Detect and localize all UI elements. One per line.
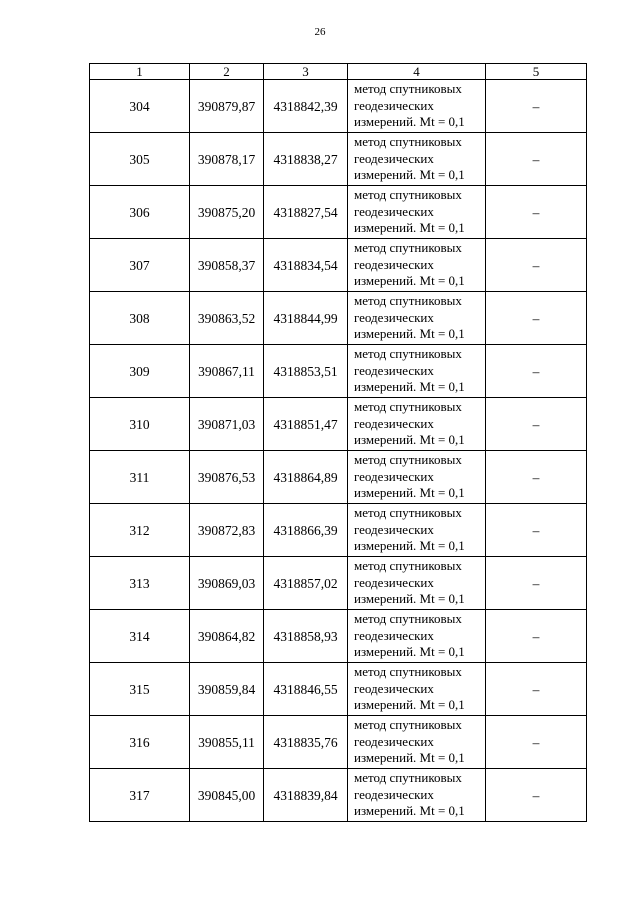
table-row xyxy=(90,769,587,822)
table-row xyxy=(90,133,587,186)
table-row xyxy=(90,557,587,610)
method-line: метод спутниковых xyxy=(354,505,462,521)
method-cell xyxy=(348,504,486,557)
method-line: измерений. Mt = 0,1 xyxy=(354,750,465,766)
y-coordinate-cell: 4318866,39 xyxy=(264,504,348,557)
y-coordinate-cell: 4318839,84 xyxy=(264,769,348,822)
method-cell xyxy=(348,716,486,769)
point-number-cell: 310 xyxy=(90,398,190,451)
method-line: геодезических xyxy=(354,203,434,219)
point-number-cell: 308 xyxy=(90,292,190,345)
y-coordinate-cell: 4318827,54 xyxy=(264,186,348,239)
header-cell-2: 2 xyxy=(190,64,264,80)
table-row xyxy=(90,451,587,504)
note-cell: – xyxy=(486,610,587,663)
table-row xyxy=(90,239,587,292)
point-number-cell: 315 xyxy=(90,663,190,716)
table-row xyxy=(90,663,587,716)
method-line: измерений. Mt = 0,1 xyxy=(354,167,465,183)
y-coordinate-cell: 4318835,76 xyxy=(264,716,348,769)
header-row xyxy=(90,64,587,80)
note-cell: – xyxy=(486,80,587,133)
point-number-cell: 306 xyxy=(90,186,190,239)
method-line: измерений. Mt = 0,1 xyxy=(354,803,465,819)
note-cell: – xyxy=(486,663,587,716)
method-line: метод спутниковых xyxy=(354,134,462,150)
point-number-cell: 305 xyxy=(90,133,190,186)
method-line: метод спутниковых xyxy=(354,558,462,574)
x-coordinate-cell: 390878,17 xyxy=(190,133,264,186)
note-cell: – xyxy=(486,398,587,451)
x-coordinate-cell: 390858,37 xyxy=(190,239,264,292)
y-coordinate-cell: 4318842,39 xyxy=(264,80,348,133)
method-line: метод спутниковых xyxy=(354,346,462,362)
method-cell xyxy=(348,239,486,292)
method-line: геодезических xyxy=(354,309,434,325)
point-number-cell: 316 xyxy=(90,716,190,769)
table-row xyxy=(90,398,587,451)
point-number-cell: 317 xyxy=(90,769,190,822)
x-coordinate-cell: 390875,20 xyxy=(190,186,264,239)
method-line: геодезических xyxy=(354,627,434,643)
x-coordinate-cell: 390859,84 xyxy=(190,663,264,716)
method-cell xyxy=(348,398,486,451)
y-coordinate-cell: 4318853,51 xyxy=(264,345,348,398)
header-cell-1: 1 xyxy=(90,64,190,80)
x-coordinate-cell: 390879,87 xyxy=(190,80,264,133)
table-row xyxy=(90,504,587,557)
method-line: геодезических xyxy=(354,574,434,590)
x-coordinate-cell: 390845,00 xyxy=(190,769,264,822)
x-coordinate-cell: 390869,03 xyxy=(190,557,264,610)
method-line: метод спутниковых xyxy=(354,81,462,97)
note-cell: – xyxy=(486,557,587,610)
y-coordinate-cell: 4318838,27 xyxy=(264,133,348,186)
method-line: измерений. Mt = 0,1 xyxy=(354,538,465,554)
point-number-cell: 312 xyxy=(90,504,190,557)
method-cell xyxy=(348,451,486,504)
x-coordinate-cell: 390876,53 xyxy=(190,451,264,504)
x-coordinate-cell: 390855,11 xyxy=(190,716,264,769)
method-line: измерений. Mt = 0,1 xyxy=(354,432,465,448)
y-coordinate-cell: 4318851,47 xyxy=(264,398,348,451)
note-cell: – xyxy=(486,239,587,292)
y-coordinate-cell: 4318864,89 xyxy=(264,451,348,504)
table-row xyxy=(90,716,587,769)
method-line: измерений. Mt = 0,1 xyxy=(354,697,465,713)
y-coordinate-cell: 4318846,55 xyxy=(264,663,348,716)
method-line: метод спутниковых xyxy=(354,717,462,733)
method-cell xyxy=(348,557,486,610)
coordinates-table xyxy=(89,63,587,822)
point-number-cell: 307 xyxy=(90,239,190,292)
method-line: геодезических xyxy=(354,521,434,537)
method-line: измерений. Mt = 0,1 xyxy=(354,644,465,660)
method-line: метод спутниковых xyxy=(354,452,462,468)
table-row xyxy=(90,292,587,345)
x-coordinate-cell: 390871,03 xyxy=(190,398,264,451)
point-number-cell: 313 xyxy=(90,557,190,610)
x-coordinate-cell: 390872,83 xyxy=(190,504,264,557)
note-cell: – xyxy=(486,345,587,398)
y-coordinate-cell: 4318857,02 xyxy=(264,557,348,610)
table-row xyxy=(90,80,587,133)
point-number-cell: 309 xyxy=(90,345,190,398)
method-line: измерений. Mt = 0,1 xyxy=(354,379,465,395)
x-coordinate-cell: 390863,52 xyxy=(190,292,264,345)
table-row xyxy=(90,186,587,239)
method-line: метод спутниковых xyxy=(354,664,462,680)
y-coordinate-cell: 4318834,54 xyxy=(264,239,348,292)
method-line: измерений. Mt = 0,1 xyxy=(354,114,465,130)
method-cell xyxy=(348,80,486,133)
point-number-cell: 304 xyxy=(90,80,190,133)
method-line: геодезических xyxy=(354,680,434,696)
point-number-cell: 314 xyxy=(90,610,190,663)
method-line: геодезических xyxy=(354,468,434,484)
method-cell xyxy=(348,186,486,239)
method-cell xyxy=(348,610,486,663)
note-cell: – xyxy=(486,292,587,345)
y-coordinate-cell: 4318858,93 xyxy=(264,610,348,663)
method-line: геодезических xyxy=(354,362,434,378)
header-cell-5: 5 xyxy=(486,64,587,80)
method-line: геодезических xyxy=(354,733,434,749)
note-cell: – xyxy=(486,716,587,769)
method-cell xyxy=(348,345,486,398)
x-coordinate-cell: 390864,82 xyxy=(190,610,264,663)
note-cell: – xyxy=(486,451,587,504)
method-line: метод спутниковых xyxy=(354,240,462,256)
note-cell: – xyxy=(486,769,587,822)
method-line: измерений. Mt = 0,1 xyxy=(354,326,465,342)
table-body xyxy=(90,80,587,822)
method-line: геодезических xyxy=(354,256,434,272)
method-line: метод спутниковых xyxy=(354,399,462,415)
method-cell xyxy=(348,769,486,822)
note-cell: – xyxy=(486,504,587,557)
method-line: метод спутниковых xyxy=(354,293,462,309)
x-coordinate-cell: 390867,11 xyxy=(190,345,264,398)
method-cell xyxy=(348,292,486,345)
header-cell-4: 4 xyxy=(348,64,486,80)
header-cell-3: 3 xyxy=(264,64,348,80)
method-line: метод спутниковых xyxy=(354,611,462,627)
method-line: измерений. Mt = 0,1 xyxy=(354,220,465,236)
method-line: измерений. Mt = 0,1 xyxy=(354,591,465,607)
method-line: геодезических xyxy=(354,415,434,431)
page-number: 26 xyxy=(314,26,326,38)
method-line: геодезических xyxy=(354,786,434,802)
method-line: метод спутниковых xyxy=(354,187,462,203)
method-line: метод спутниковых xyxy=(354,770,462,786)
point-number-cell: 311 xyxy=(90,451,190,504)
y-coordinate-cell: 4318844,99 xyxy=(264,292,348,345)
method-cell xyxy=(348,133,486,186)
table-row xyxy=(90,345,587,398)
note-cell: – xyxy=(486,186,587,239)
method-line: геодезических xyxy=(354,97,434,113)
table-header xyxy=(90,64,587,80)
method-line: измерений. Mt = 0,1 xyxy=(354,273,465,289)
table-row xyxy=(90,610,587,663)
method-line: измерений. Mt = 0,1 xyxy=(354,485,465,501)
method-cell xyxy=(348,663,486,716)
method-line: геодезических xyxy=(354,150,434,166)
note-cell: – xyxy=(486,133,587,186)
